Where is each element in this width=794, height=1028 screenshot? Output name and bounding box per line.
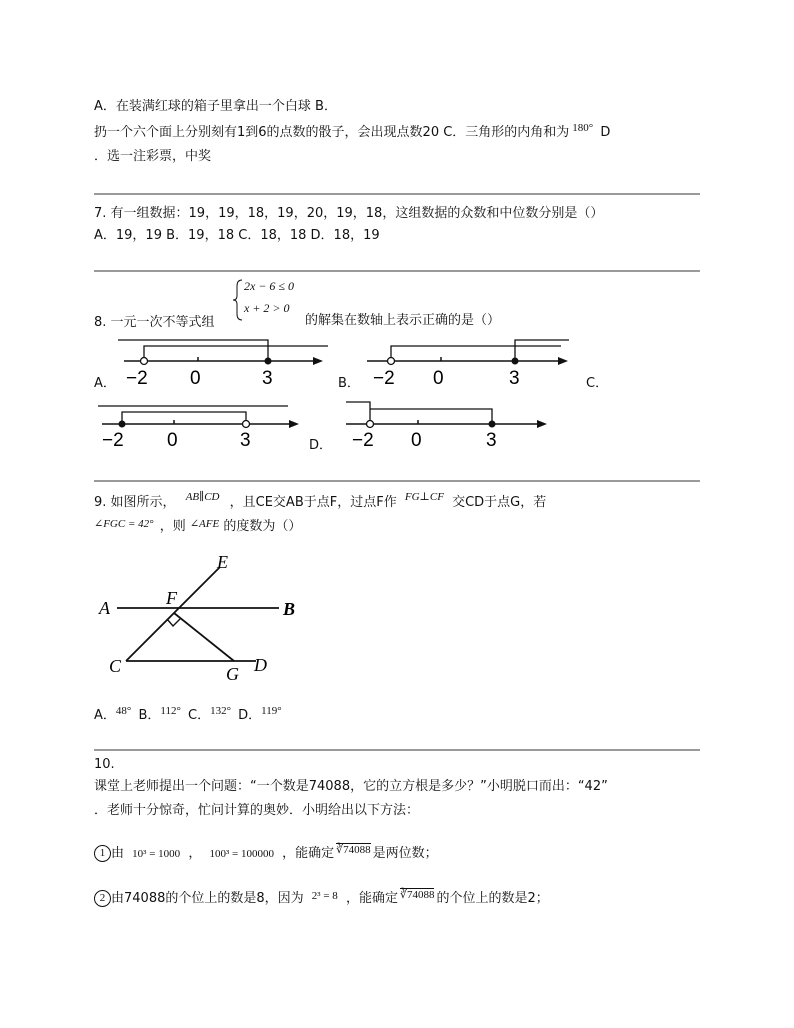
q9-stem-mid1: ，且CE交AB于点F，过点F作 (229, 495, 397, 510)
step1-text-a: 由 (111, 846, 125, 861)
q10-number: 10. (94, 757, 115, 772)
label-g: G (226, 664, 239, 684)
q9-angle-ask: ∠AFE (189, 518, 220, 530)
step2-math-2: ∛74088 (399, 889, 435, 901)
q9-stem-post: 的度数为（） (223, 519, 302, 534)
label-c: C (109, 656, 122, 676)
q9-opt-c-label: C． (188, 708, 211, 723)
step1-text-d: 是两位数； (372, 846, 438, 861)
tick-label-neg2: −2 (126, 368, 148, 389)
q10-step2 (94, 887, 549, 907)
tick-label-3: 3 (240, 430, 251, 450)
step1-circled-mark: 1 (94, 845, 111, 862)
q10-step1 (94, 842, 438, 862)
q6-line2 (94, 121, 610, 140)
tick-label-0: 0 (411, 430, 422, 450)
solid-dot-3 (512, 358, 519, 365)
q8-brace (232, 278, 244, 322)
label-a: A (99, 598, 110, 618)
q9-options (94, 704, 282, 723)
tick-label-0: 0 (433, 368, 444, 389)
q9-figure (96, 550, 316, 690)
q9-opt-b-label: B． (138, 708, 161, 723)
step1-text-b: ， (188, 846, 202, 861)
q9-stem-pre: 9. 如图所示， (94, 495, 176, 510)
label-b: B (283, 599, 296, 619)
q9-opt-a-label: A． (94, 708, 116, 723)
solid-dot-3 (489, 421, 496, 428)
q9-stem-mid2: 交CD于点G，若 (452, 495, 547, 510)
q9-opt-c: 132° (210, 705, 231, 717)
tick-label-3: 3 (486, 430, 497, 450)
shade-left (346, 402, 370, 424)
open-dot-neg2 (388, 358, 395, 365)
step2-circled-mark: 2 (94, 890, 111, 907)
q9-opt-a: 48° (115, 705, 132, 717)
q9-parallel: AB∥CD (185, 491, 220, 503)
separator-3 (94, 480, 700, 482)
q8-numberline-a (118, 335, 328, 391)
step2-text-c: 的个位上的数是2； (436, 891, 549, 906)
q6-line3: ．选一注彩票，中奖 (94, 149, 212, 164)
tick-label-0: 0 (190, 368, 201, 389)
separator-2 (94, 270, 700, 272)
open-dot-neg2 (367, 421, 374, 428)
axis-arrow (558, 357, 568, 365)
q9-perp: FG⊥CF (404, 491, 444, 503)
q6-degree: 180° (572, 122, 594, 134)
open-dot-3 (243, 421, 250, 428)
tick-label-0: 0 (167, 430, 178, 450)
shade-bracket (370, 409, 492, 424)
label-e: E (217, 552, 228, 572)
axis-arrow (289, 420, 299, 428)
q7-stem: 7. 有一组数据：19，19，18，19，20，19，18，这组数据的众数和中位数分别是（） (94, 206, 604, 221)
solid-dot-3 (265, 358, 272, 365)
q9-stem-line1 (94, 491, 546, 510)
q6-line1: A．在装满红球的箱子里拿出一个白球 B． (94, 99, 337, 114)
q8-numberline-c (98, 398, 304, 450)
tick-label-neg2: −2 (373, 368, 395, 389)
q7-options: A．19，19 B．19，18 C．18，18 D．18，19 (94, 228, 380, 243)
q8-numberline-d (342, 398, 552, 450)
q8-numberline-b (363, 335, 578, 391)
q8-stem-post: 的解集在数轴上表示正确的是（） (305, 313, 501, 328)
q10-line2: ．老师十分惊奇，忙问计算的奥妙．小明给出以下方法： (94, 803, 420, 818)
q6-line2-pre: 扔一个六个面上分别刻有1到6的点数的骰子，会出现点数20 C．三角形的内角和为 (94, 125, 570, 140)
label-d: D (254, 655, 267, 675)
step2-text-a: 由74088的个位上的数是8，因为 (111, 891, 304, 906)
q8-system-line1: 2x − 6 ≤ 0 (244, 279, 295, 293)
q8-label-c: C． (586, 376, 609, 391)
tick-label-3: 3 (262, 368, 273, 389)
step2-math-1: 2³ = 8 (311, 890, 338, 902)
q9-opt-d-label: D． (238, 708, 262, 723)
step1-text-c: ，能确定 (282, 846, 335, 861)
q9-opt-b: 112° (160, 705, 181, 717)
shade-bracket (122, 412, 246, 424)
q9-stem-line2 (94, 515, 301, 534)
tick-label-3: 3 (509, 368, 520, 389)
separator-4 (94, 749, 700, 751)
line-ce (126, 567, 220, 661)
shade-right (144, 346, 328, 361)
shade-from-3 (515, 340, 569, 361)
tick-label-neg2: −2 (102, 430, 124, 450)
separator-1 (94, 193, 700, 195)
q8-stem-pre: 8. 一元一次不等式组 (94, 315, 215, 330)
q8-system-line2: x + 2 > 0 (244, 301, 290, 315)
q9-stem-mid3: ，则 (159, 519, 186, 534)
step1-math-2: 100³ = 100000 (209, 848, 274, 860)
q9-angle-given: ∠FGC = 42° (94, 518, 154, 530)
q6-line2-post: D (596, 125, 611, 140)
q8-label-d: D． (309, 438, 333, 453)
open-dot-neg2 (141, 358, 148, 365)
q9-opt-d: 119° (261, 705, 282, 717)
q8-label-a: A． (94, 376, 116, 391)
shade-left (118, 340, 268, 361)
step2-text-b: ，能确定 (345, 891, 398, 906)
solid-dot-neg2 (119, 421, 126, 428)
line-fg (174, 613, 234, 661)
step1-math-3: ∛74088 (336, 844, 371, 856)
axis-arrow (537, 420, 547, 428)
label-f: F (166, 588, 177, 608)
tick-label-neg2: −2 (352, 430, 374, 450)
step1-math-1: 10³ = 1000 (132, 848, 181, 860)
shade-right (391, 346, 561, 361)
q8-label-b: B． (338, 376, 360, 391)
right-angle-mark (167, 619, 180, 626)
q10-line1: 课堂上老师提出一个问题：“一个数是74088，它的立方根是多少？”小明脱口而出：“42” (94, 779, 608, 794)
axis-arrow (313, 357, 323, 365)
